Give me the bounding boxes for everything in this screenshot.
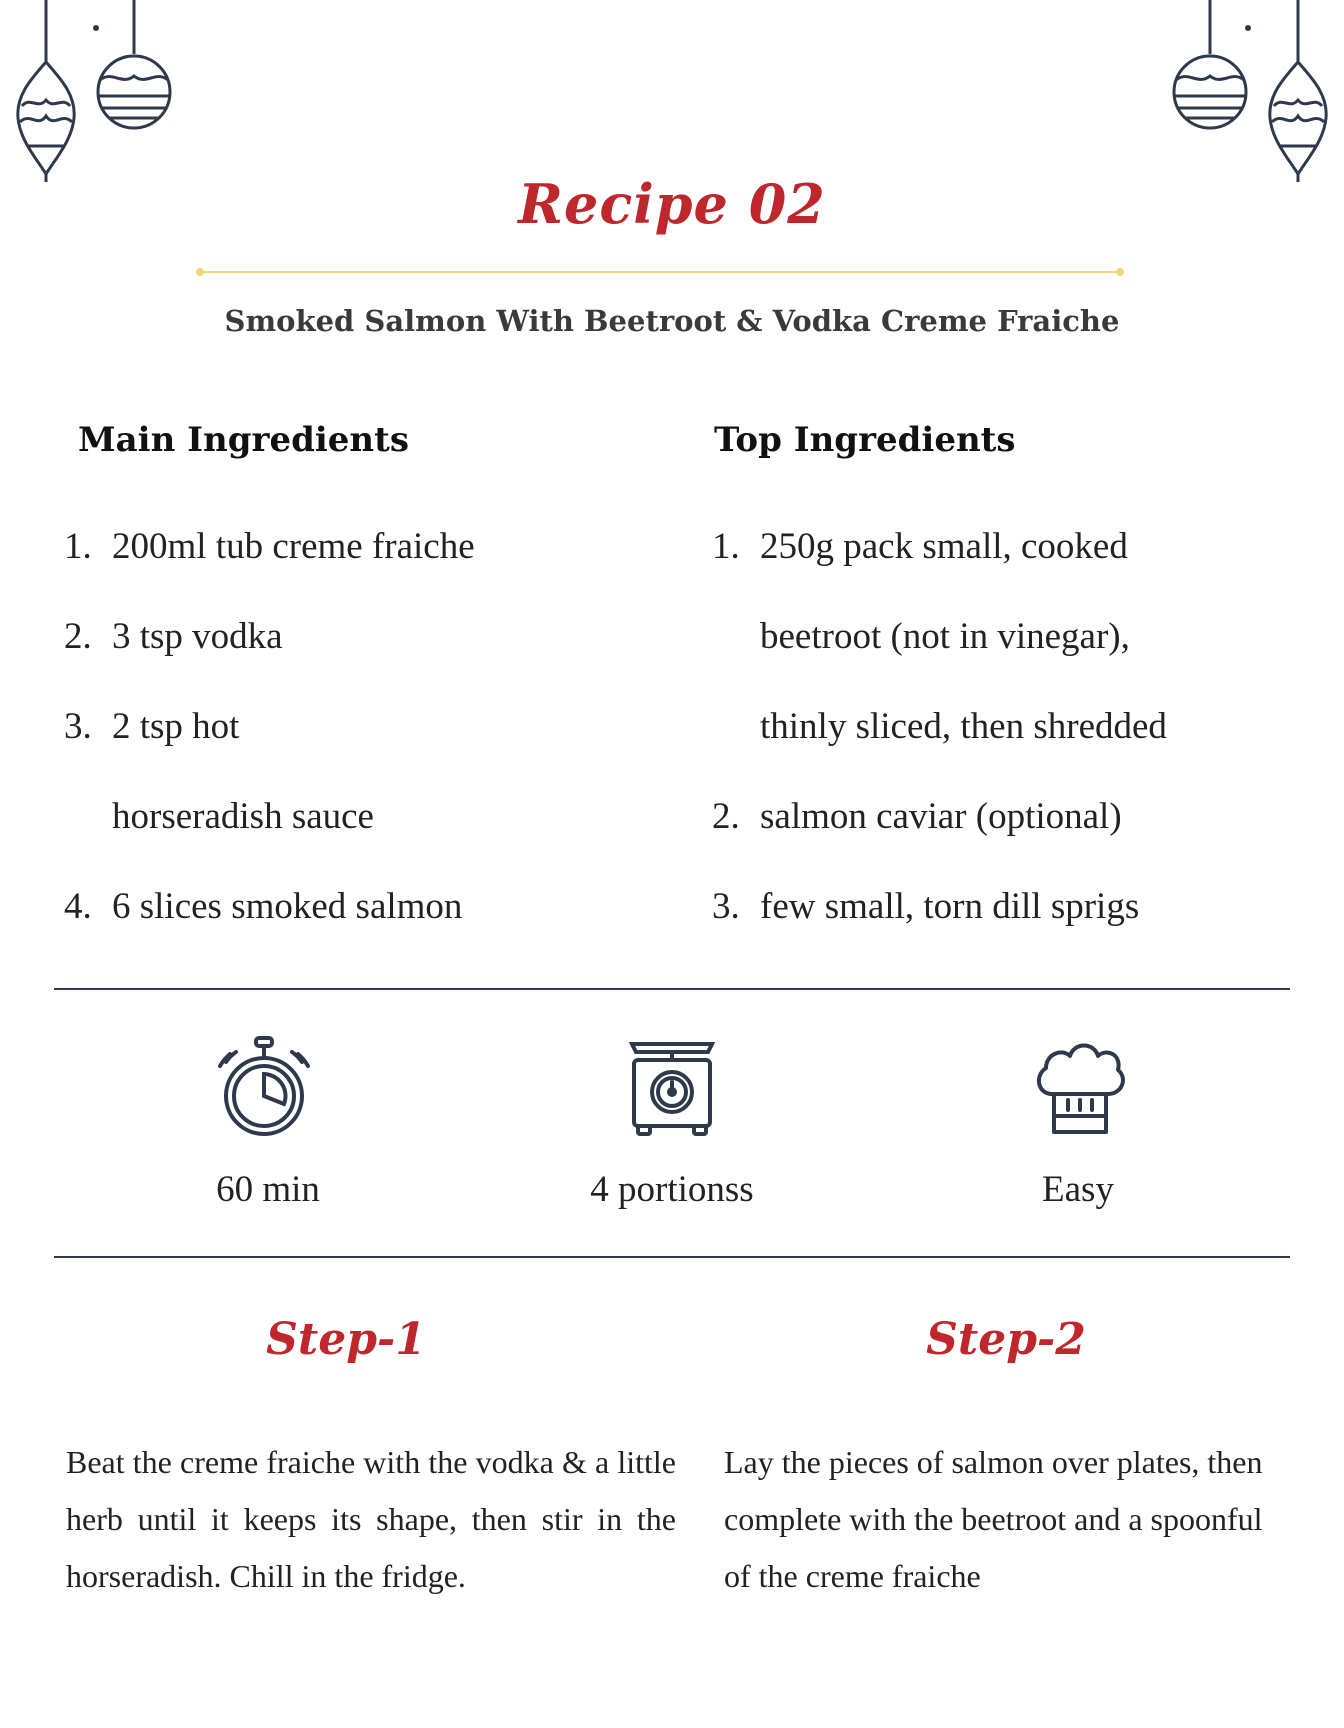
main-ingredients-list (64, 502, 664, 952)
portions-label: 4 portionss (590, 1169, 754, 1210)
list-item-number (712, 592, 760, 682)
christmas-ornament-right-icon (1144, 0, 1344, 200)
list-item-number: 1. (64, 526, 92, 567)
list-item-number (64, 772, 112, 862)
list-item-text: 2 tsp hot (112, 706, 240, 747)
list-item-text: 6 slices smoked salmon (112, 886, 463, 927)
list-item (712, 772, 1312, 862)
list-item-text: 200ml tub creme fraiche (112, 526, 475, 567)
list-item-text: beetroot (not in vinegar), (760, 616, 1130, 657)
step-1-text: Beat the creme fraiche with the vodka & a little herb until it keeps its shape, then stir in the horseradish. Chill in the fridge. (66, 1444, 676, 1594)
list-item-text: salmon caviar (optional) (760, 796, 1122, 837)
section-divider (54, 1256, 1290, 1258)
step-2-heading: Step-2 (926, 1314, 1086, 1365)
list-item-text: horseradish sauce (112, 796, 374, 837)
stopwatch-icon (216, 1036, 312, 1140)
list-item-number: 4. (64, 886, 92, 927)
cooking-time-label: 60 min (216, 1169, 320, 1210)
list-item-text: few small, torn dill sprigs (760, 886, 1140, 927)
list-item (64, 862, 664, 952)
christmas-ornament-left-icon (0, 0, 200, 200)
list-item-text: 3 tsp vodka (112, 616, 283, 657)
list-item (64, 772, 664, 862)
list-item (712, 592, 1312, 682)
list-item-text: 250g pack small, cooked (760, 526, 1128, 567)
main-ingredients-heading: Main Ingredients (78, 420, 409, 460)
kitchen-scale-icon (628, 1036, 716, 1140)
section-divider (54, 988, 1290, 990)
list-item (64, 502, 664, 592)
top-ingredients-list (712, 502, 1312, 952)
list-item-number: 2. (712, 796, 740, 837)
list-item-number: 2. (64, 616, 92, 657)
chef-hat-icon (1032, 1036, 1128, 1140)
recipe-title: Recipe 02 (518, 172, 826, 236)
list-item (64, 592, 664, 682)
list-item-number (712, 682, 760, 772)
list-item-number: 3. (64, 706, 92, 747)
list-item (712, 502, 1312, 592)
step-2-text: Lay the pieces of salmon over plates, then complete with the beetroot and a spoonful of the creme fraiche (724, 1444, 1263, 1594)
top-ingredients-heading: Top Ingredients (714, 420, 1016, 460)
list-item (712, 862, 1312, 952)
recipe-subtitle: Smoked Salmon With Beetroot & Vodka Creme Fraiche (224, 304, 1120, 338)
list-item-number: 1. (712, 526, 740, 567)
list-item-text: thinly sliced, then shredded (760, 706, 1167, 747)
list-item (712, 682, 1312, 772)
step-1-heading: Step-1 (266, 1314, 426, 1365)
list-item (64, 682, 664, 772)
title-divider (196, 268, 1124, 276)
list-item-number: 3. (712, 886, 740, 927)
difficulty-label: Easy (1042, 1169, 1114, 1210)
